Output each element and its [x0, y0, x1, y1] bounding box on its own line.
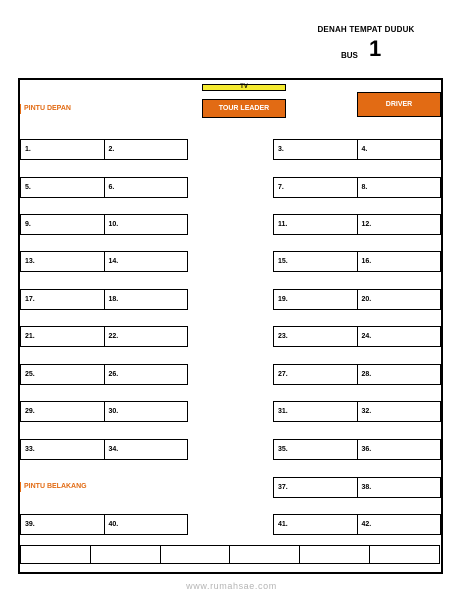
- seat-pair: [273, 177, 441, 198]
- back-bench-cell: [21, 546, 90, 563]
- seat-cell: 25.: [25, 371, 35, 378]
- back-bench-cell: [90, 546, 160, 563]
- seat-cell: 42.: [357, 515, 441, 534]
- seat-cell: 8.: [357, 178, 441, 197]
- watermark: www.rumahsae.com: [186, 581, 277, 591]
- bus-label: BUS: [341, 51, 358, 60]
- seat-pair: [273, 139, 441, 160]
- seat-pair: [20, 177, 188, 198]
- seat-pair: [273, 514, 441, 535]
- seat-cell: 28.: [357, 365, 441, 384]
- seat-pair: [20, 364, 188, 385]
- tour-leader-box: TOUR LEADER: [202, 99, 286, 118]
- seat-cell: 4.: [357, 140, 441, 159]
- seat-cell: 20.: [357, 290, 441, 309]
- seat-cell: 36.: [357, 440, 441, 459]
- seat-cell: 22.: [104, 327, 188, 346]
- seat-pair: [20, 289, 188, 310]
- seat-pair: [20, 251, 188, 272]
- driver-box: DRIVER: [357, 92, 441, 117]
- seat-cell: 35.: [278, 446, 288, 453]
- seat-cell: 5.: [25, 184, 31, 191]
- seat-cell: 1.: [25, 146, 31, 153]
- seat-pair: [20, 214, 188, 235]
- seat-pair: [273, 364, 441, 385]
- seat-pair: [273, 326, 441, 347]
- seat-cell: 41.: [278, 521, 288, 528]
- seat-cell: 24.: [357, 327, 441, 346]
- tv-box: TV: [202, 84, 286, 91]
- seat-cell: 10.: [104, 215, 188, 234]
- seat-cell: 12.: [357, 215, 441, 234]
- seat-cell: 17.: [25, 296, 35, 303]
- seat-cell: 21.: [25, 333, 35, 340]
- seat-pair: [273, 401, 441, 422]
- seat-cell: 31.: [278, 408, 288, 415]
- seat-cell: 9.: [25, 221, 31, 228]
- seat-cell: 39.: [25, 521, 35, 528]
- seat-cell: 15.: [278, 258, 288, 265]
- seat-cell: 14.: [104, 252, 188, 271]
- seat-cell: 18.: [104, 290, 188, 309]
- seat-cell: 26.: [104, 365, 188, 384]
- seat-cell: 40.: [104, 515, 188, 534]
- back-bench-row: [20, 545, 440, 564]
- seat-cell: 33.: [25, 446, 35, 453]
- seat-cell: 2.: [104, 140, 188, 159]
- seat-pair: [20, 326, 188, 347]
- seat-cell: 3.: [278, 146, 284, 153]
- front-door-label: PINTU DEPAN: [20, 104, 71, 114]
- seat-pair: [273, 289, 441, 310]
- back-bench-cell: [160, 546, 230, 563]
- seat-cell: 27.: [278, 371, 288, 378]
- back-bench-cell: [229, 546, 299, 563]
- seat-cell: 16.: [357, 252, 441, 271]
- seat-pair: [273, 477, 441, 498]
- seat-pair: [20, 514, 188, 535]
- back-bench-cell: [369, 546, 439, 563]
- seat-pair: [20, 139, 188, 160]
- bus-number: 1: [369, 36, 382, 61]
- seat-cell: 6.: [104, 178, 188, 197]
- seat-cell: 38.: [357, 478, 441, 497]
- seat-cell: 13.: [25, 258, 35, 265]
- page-title: DENAH TEMPAT DUDUK: [317, 25, 415, 34]
- seat-pair: [273, 439, 441, 460]
- rear-door-label: PINTU BELAKANG: [20, 482, 87, 492]
- seat-cell: 7.: [278, 184, 284, 191]
- seat-cell: 30.: [104, 402, 188, 421]
- seat-cell: 32.: [357, 402, 441, 421]
- seat-cell: 29.: [25, 408, 35, 415]
- seat-cell: 11.: [278, 221, 288, 228]
- seat-cell: 23.: [278, 333, 288, 340]
- seat-pair: [20, 401, 188, 422]
- seat-pair: [20, 439, 188, 460]
- seat-cell: 37.: [278, 484, 288, 491]
- seat-pair: [273, 214, 441, 235]
- seat-cell: 19.: [278, 296, 288, 303]
- seat-pair: [273, 251, 441, 272]
- seat-cell: 34.: [104, 440, 188, 459]
- back-bench-cell: [299, 546, 369, 563]
